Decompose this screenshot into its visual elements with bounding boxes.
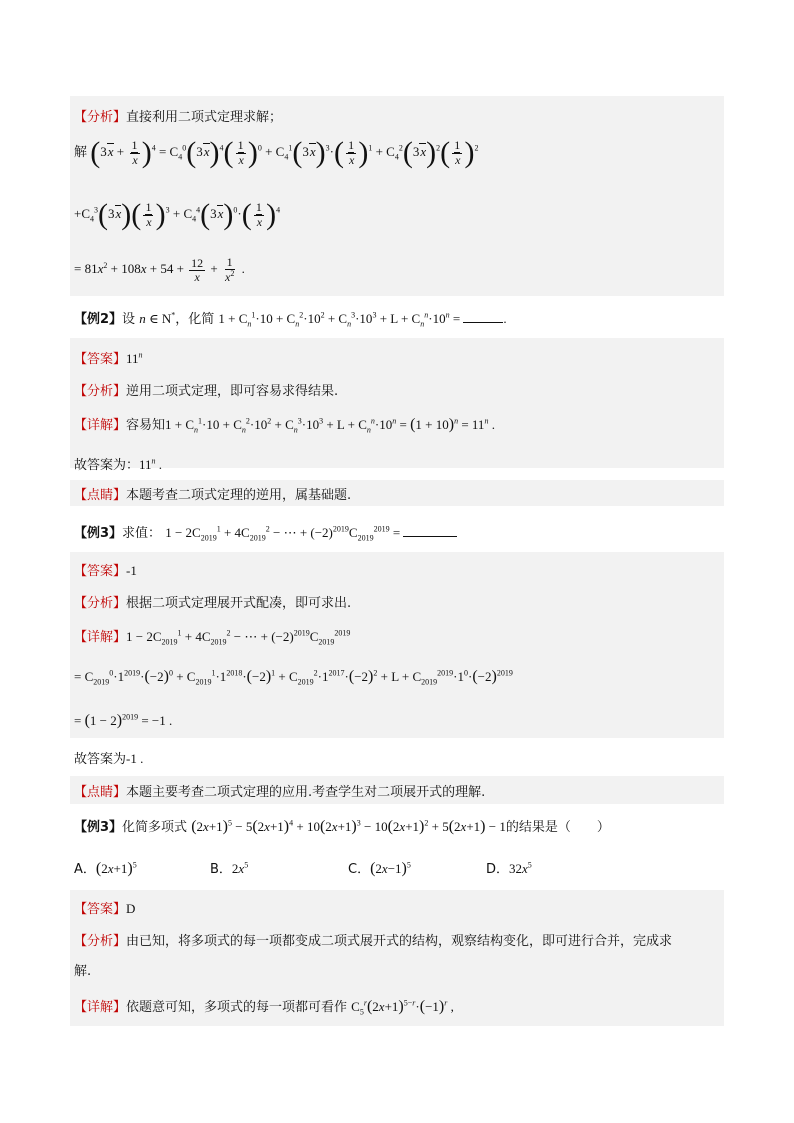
- example-2-analysis: [74, 380, 338, 399]
- analysis-text: 逆用二项式定理，即可容易求得结果.: [126, 384, 339, 399]
- answer-tag: 【答案】: [74, 564, 127, 579]
- example-3b-question: 【例3】化简多项式 $(2x+1)^5 - 5(2x+1)^4 + 10(2x+1)^3 - 10(2x+1)^2 + 5(2x+1) - 1$的结果是（ ）: [74, 818, 610, 835]
- analysis-text: 根据二项式定理展开式配凑，即可求出.: [126, 596, 352, 611]
- expansion-result: = $81x^2 + 108x + 54$ + $\frac{12}{x}$ + $\frac{1}{x^2}$ .: [74, 255, 245, 285]
- example-3b-solution: 【答案】D 【分析】由已知，将多项式的每一项都变成二项式展开式的结构，观察结构变化，即可进行合并，完成求 解. 【详解】依题意可知，多项式的每一项都可看作 $C_5^r(2x+1)^{5-r}\cdot(-1)^r$ ,: [70, 890, 724, 1026]
- choice-d-label: D．: [486, 862, 510, 877]
- detail-text: 依题意可知，多项式的每一项都可看作: [126, 1000, 348, 1015]
- analysis-block-1: [70, 96, 724, 296]
- example-3a-solution: 【答案】-1 【分析】根据二项式定理展开式配凑，即可求出. 【详解】$1 - 2C_{2019}^1 + 4C_{2019}^2$ − ⋯ + $(-2)^{2019}C_{2019}^{2019}$ = $C_{2019}^0\cdot 1^{2019}\cdot(-2)^0 + C_{2019}^1\cdot 1^{2018}\cdot(-2)^1 + C_{2019}^2\cdot 1^{2017}\cdot(-2)^2 + L + C_{2019}^{2019}\cdot 1^0\cdot(-2)^{2019}$ = $(1 - 2)^{2019} = -1$ .: [70, 552, 724, 738]
- answer-tag: 【答案】: [74, 902, 127, 917]
- choice-a-label: A．: [74, 862, 96, 877]
- detail-text: 容易知: [126, 418, 166, 433]
- analysis-text: 直接利用二项式定理求解；: [126, 110, 283, 125]
- choice-c[interactable]: C．$(2x-1)^5$: [348, 860, 411, 877]
- example-3a-question: 【例3】求值： $1 - 2C_{2019}^1 + 4C_{2019}^2$ − ⋯ + $(-2)^{2019}C_{2019}^{2019}$ =: [74, 522, 457, 543]
- detail-line-3: = $(1 - 2)^{2019} = -1$ .: [74, 712, 173, 729]
- answer-tag: 【答案】: [74, 352, 127, 367]
- detail-tag: 【详解】: [74, 630, 127, 645]
- detail-tag: 【详解】: [74, 1000, 127, 1015]
- answer-value: D: [126, 901, 136, 916]
- example-3b-prefix: 化简多项式: [122, 820, 188, 835]
- example-2-prefix: 设: [122, 312, 136, 327]
- comment-tag: 【点睛】: [74, 488, 127, 503]
- example-2-final: 故答案为：11$^n$ .: [74, 456, 163, 473]
- detail-tag: 【详解】: [74, 418, 127, 433]
- example-3a-prefix: 求值：: [122, 526, 162, 541]
- expansion-line-1: 解 (3x + $\frac{1}{x}$ )$^4 = C_4^0(3x)^4$( $\frac{1}{x}$ )$^0 + C_4^1(3x)^3\cdot$( $\frac{1}{x}$ )$^1 + C_4^2(3x)^2$( $\frac{1}{x}$ )$^2$: [74, 136, 479, 169]
- detail-line-2: = $C_{2019}^0\cdot 1^{2019}\cdot(-2)^0 + C_{2019}^1\cdot 1^{2018}\cdot(-2)^1 + C_{2019}^2\cdot 1^{2017}\cdot(-2)^2 + L + C_{2019}^{2019}\cdot 1^0\cdot(-2)^{2019}$: [74, 668, 513, 687]
- analysis-tag: 【分析】: [74, 384, 127, 399]
- final-value: -1 .: [126, 751, 144, 766]
- example-3a-tag: 【例3】: [74, 526, 123, 541]
- analysis-tag: 【分析】: [74, 596, 127, 611]
- example-2-detail: 【详解】容易知$1 + C_n^1\cdot 10 + C_n^2\cdot 10^2 + C_n^3\cdot 10^3 + L + C_n^n\cdot 10^n = (1 + 10)^n = 11^n$ .: [74, 416, 495, 435]
- example-3b-suffix: 的结果是（ ）: [505, 820, 610, 835]
- jie-label: 解: [74, 144, 88, 160]
- choice-c-label: C．: [348, 862, 371, 877]
- final-text: 故答案为：: [74, 458, 140, 473]
- example-3a-final: [74, 748, 143, 767]
- example-2-comment: [70, 480, 724, 506]
- example-3b-tag: 【例3】: [74, 820, 123, 835]
- example-2-tag: 【例2】: [74, 312, 123, 327]
- example-2-answer: 【答案】11$^n$: [74, 350, 143, 367]
- comment-text: 本题主要考查二项式定理的应用.考查学生对二项展开式的理解.: [126, 785, 486, 800]
- analysis-tag: 【分析】: [74, 110, 127, 125]
- analysis-tag: 【分析】: [74, 934, 127, 949]
- choice-b-label: B．: [210, 862, 232, 877]
- expansion-line-2: $+C_4^3(3x)$( $\frac{1}{x}$ )$^3 + C_4^4(3x)^0\cdot$( $\frac{1}{x}$ )$^4$: [74, 198, 281, 231]
- choice-a[interactable]: A．$(2x+1)^5$: [74, 860, 137, 877]
- final-text: 故答案为: [74, 752, 127, 767]
- answer-value: -1: [126, 563, 137, 578]
- example-3a-comment: [70, 776, 724, 804]
- comment-tag: 【点睛】: [74, 785, 127, 800]
- choice-d[interactable]: D．$32x^5$: [486, 860, 532, 877]
- example-2-solution: [70, 338, 724, 468]
- example-2-mid: ，化简: [175, 312, 215, 327]
- comment-text: 本题考查二项式定理的逆用，属基础题.: [126, 488, 352, 503]
- example-2-question: 【例2】设 n ∈ N*，化简 $1 + C_n^1\cdot 10 + C_n^2\cdot 10^2 + C_n^3\cdot 10^3 + L + C_n^n\cdot 10^n$ = .: [74, 310, 507, 329]
- choice-b[interactable]: B．$2x^5$: [210, 860, 249, 877]
- analysis-line: [74, 106, 282, 125]
- analysis-text-2: 解.: [74, 964, 92, 979]
- analysis-text-1: 由已知，将多项式的每一项都变成二项式展开式的结构，观察结构变化，即可进行合并，完成求: [126, 934, 673, 949]
